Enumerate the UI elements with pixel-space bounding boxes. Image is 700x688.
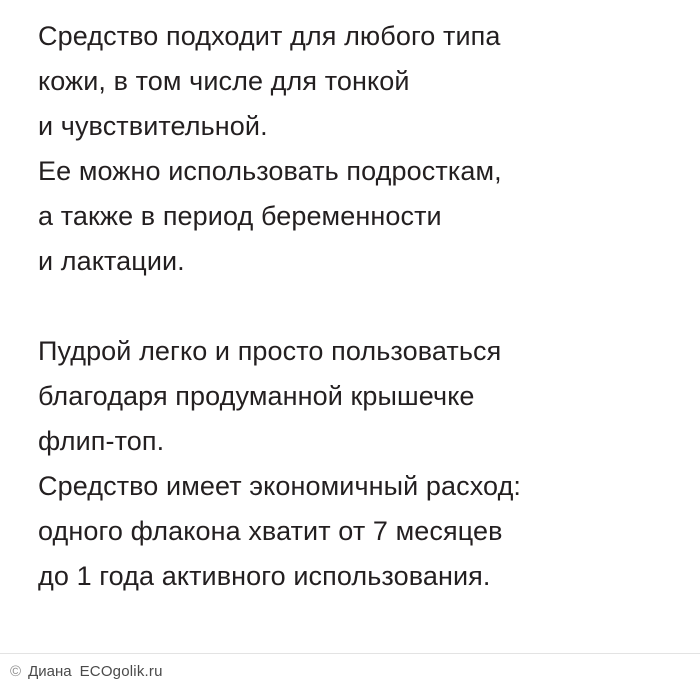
copyright-icon: © (10, 662, 22, 680)
text-line: кожи, в том числе для тонкой (38, 66, 410, 96)
text-line: благодаря продуманной крышечке (38, 381, 475, 411)
text-line: Пудрой легко и просто пользоваться (38, 336, 502, 366)
text-line: одного флакона хватит от 7 месяцев (38, 516, 503, 546)
paragraph-1 (38, 14, 668, 284)
text-line: до 1 года активного использования. (38, 561, 491, 591)
attribution-bar (0, 653, 700, 688)
text-line: и чувствительной. (38, 111, 268, 141)
text-line: Ее можно использовать подросткам, (38, 156, 502, 186)
text-line: Средство имеет экономичный расход: (38, 471, 522, 501)
site-name: ECOgolik.ru (79, 662, 163, 680)
text-line: флип-топ. (38, 426, 165, 456)
text-line: и лактации. (38, 246, 185, 276)
text-line: а также в период беременности (38, 201, 442, 231)
text-line: Средство подходит для любого типа (38, 21, 501, 51)
review-body (38, 14, 668, 599)
paragraph-2 (38, 329, 668, 599)
author-name: Диана (28, 662, 72, 680)
